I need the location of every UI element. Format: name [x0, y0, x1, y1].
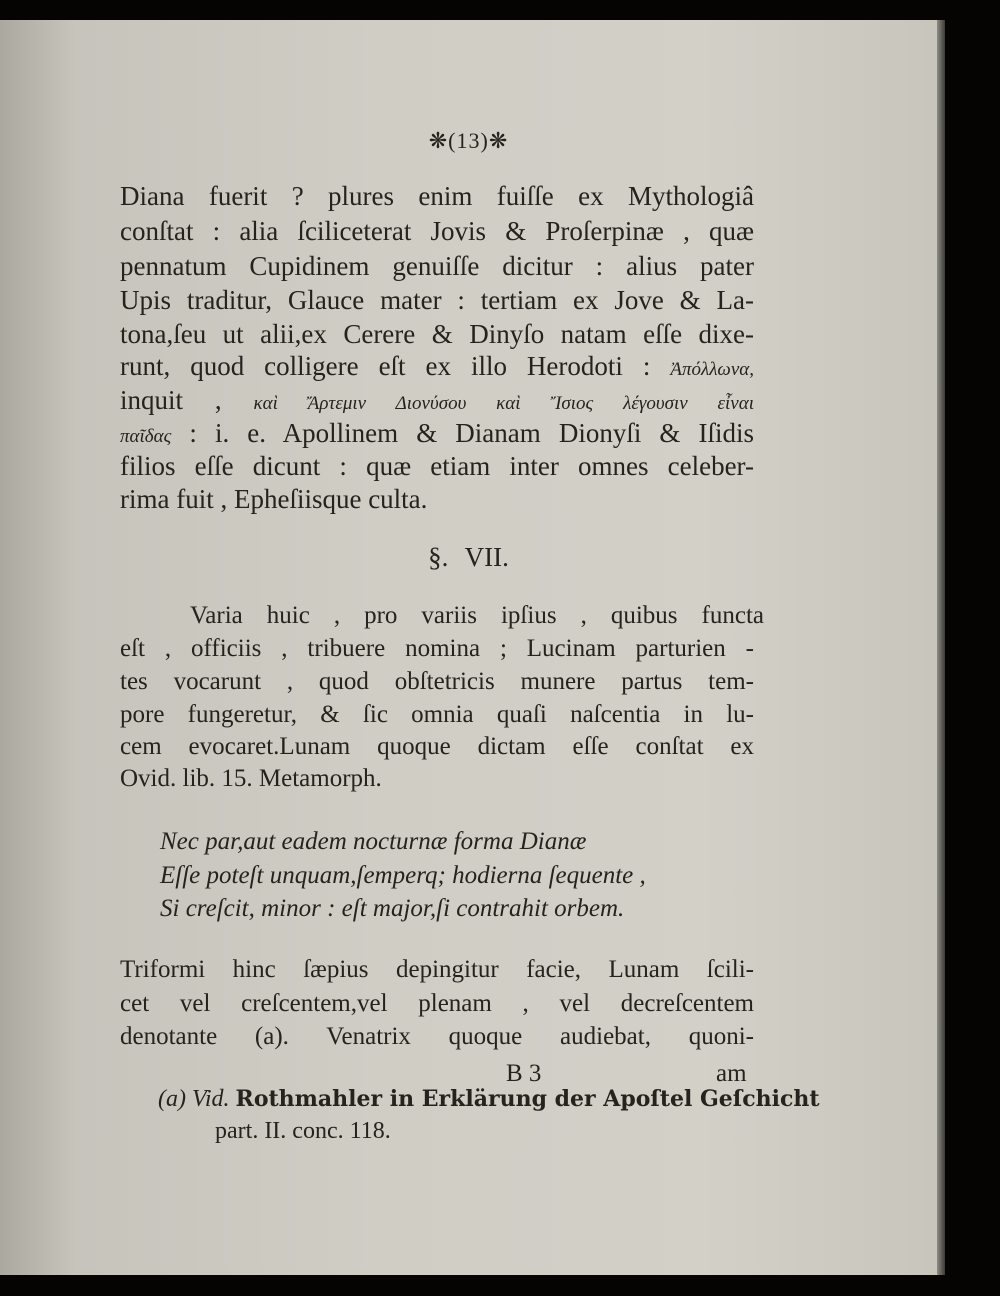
text-line: denotante (a). Venatrix quoque audiebat, quoni-: [120, 1023, 754, 1050]
verse-line: Si creſcit, minor : eſt major,ſi contrahit orbem.: [160, 895, 625, 922]
text-line: tes vocarunt , quod obſtetricis munere partus tem-: [120, 668, 754, 695]
text-line: Ovid. lib. 15. Metamorph.: [120, 765, 382, 792]
text-line: conſtat : alia ſciliceterat Jovis & Proſerpinæ , quæ: [120, 216, 754, 246]
page-edge: [937, 20, 945, 1275]
text-line: Diana fuerit ? plures enim fuiſſe ex Mythologiâ: [120, 181, 754, 211]
text-line: Varia huic , pro variis ipſius , quibus functa: [190, 602, 764, 629]
greek-phrase: καὶ Ἄρτεμιν Διονύσου καὶ Ἴσιος λέγουσιν εἶναι: [253, 393, 754, 414]
text-line: pennatum Cupidinem genuiſſe dicitur : alius pater: [120, 251, 754, 281]
text-line: pore fungeretur, & ſic omnia quaſi naſcentia in lu-: [120, 701, 754, 728]
page-number-header: ❋(13)❋: [428, 128, 509, 153]
verse-line: Nec par,aut eadem nocturnæ forma Dianæ: [160, 828, 587, 855]
text-line: Triformi hinc ſæpius depingitur facie, Lunam ſcili-: [120, 956, 754, 983]
footnote-citation: Rothmahler in Erklärung der Apoſtel Geſchicht: [235, 1086, 820, 1112]
text-line: filios eſſe dicunt : quæ etiam inter omnes celeber-: [120, 451, 754, 481]
catchword: am: [716, 1060, 747, 1087]
text-fragment: : i. e. Apollinem & Dianam Dionyſi & Iſidis: [189, 418, 755, 448]
text-fragment: inquit ,: [120, 385, 222, 415]
book-page: [0, 20, 937, 1275]
greek-word: παῖδας: [120, 426, 172, 447]
greek-word: Ἀπόλλωνα,: [670, 359, 754, 380]
text-line: cem evocaret.Lunam quoque dictam eſſe conſtat ex: [120, 733, 754, 760]
text-line: cet vel creſcentem,vel plenam , vel decreſcentem: [120, 990, 754, 1017]
text-fragment: runt, quod colligere eſt ex illo Herodoti :: [120, 351, 651, 381]
text-line: rima fuit , Epheſiisque culta.: [120, 484, 428, 514]
footnote-line: [158, 1086, 820, 1113]
signature-mark: B 3: [506, 1060, 542, 1087]
text-line: [120, 384, 754, 420]
text-line: [120, 417, 754, 453]
text-line: tona,ſeu ut alii,ex Cerere & Dinyſo natam eſſe dixe-: [120, 319, 754, 349]
text-line: [120, 350, 754, 386]
section-heading: §. VII.: [428, 542, 509, 572]
text-line: eſt , officiis , tribuere nomina ; Lucinam parturien -: [120, 635, 754, 662]
footnote-mark: (a): [158, 1086, 186, 1112]
footnote-vid: Vid.: [191, 1086, 230, 1112]
footnote-line: part. II. conc. 118.: [215, 1118, 391, 1144]
text-line: Upis traditur, Glauce mater : tertiam ex Jove & La-: [120, 285, 754, 315]
verse-line: Eſſe poteſt unquam,ſemperq; hodierna ſequente ,: [160, 862, 646, 889]
